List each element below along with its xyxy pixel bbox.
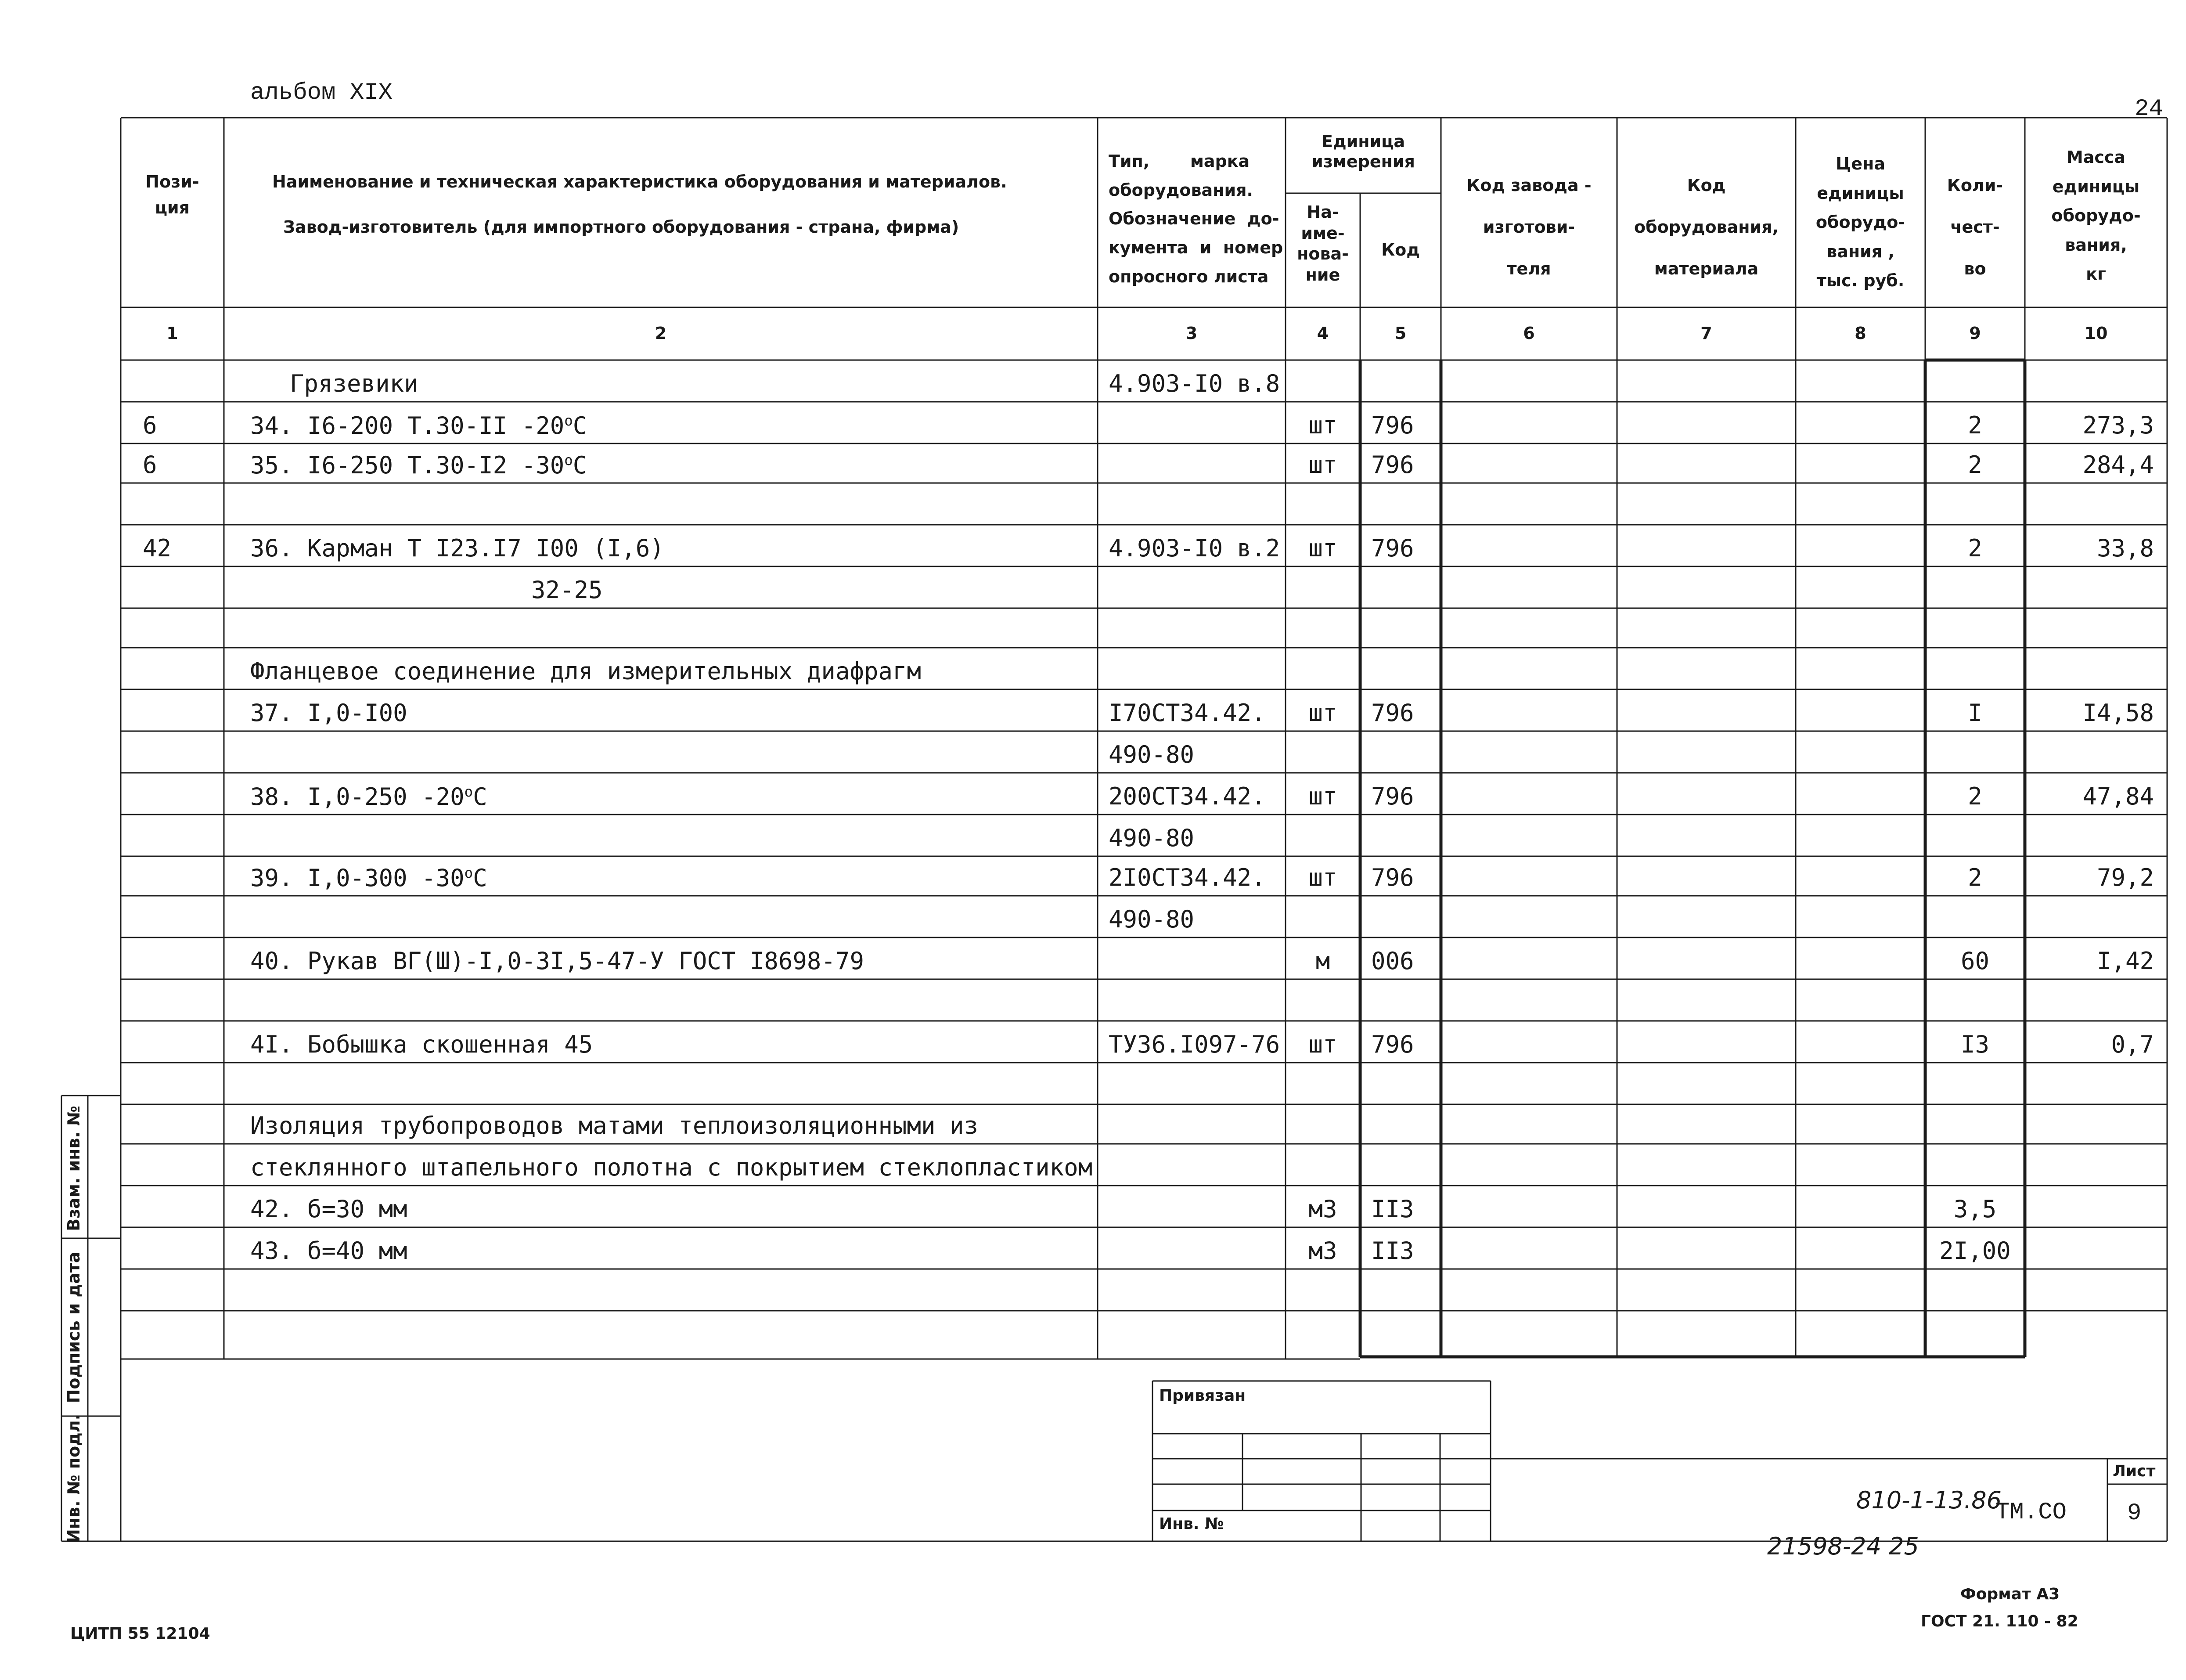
row-2-unit: шт [1308,411,1337,439]
column-number-4: 4 [1317,324,1329,343]
row-21-quantity: 3,5 [1953,1195,1997,1223]
row-17-type: ТУ36.I097-76 [1109,1031,1280,1058]
row-5-name: 36. Карман Т I23.I7 I00 (I,6) [250,534,664,562]
row-5-position: 42 [143,534,172,562]
row-3-position: 6 [143,451,157,479]
row-14-type: 490-80 [1109,905,1195,933]
row-11-quantity: 2 [1968,782,1982,810]
row-5-type: 4.903-I0 в.2 [1109,534,1280,562]
row-15-mass: I,42 [2096,947,2154,975]
row-13-quantity: 2 [1968,864,1982,891]
side-label-podpis: Подпись и дата [64,1251,83,1403]
row-17-quantity: I3 [1960,1031,1990,1058]
row-9-unit: шт [1308,699,1337,727]
stamp-list-number: 9 [2127,1500,2142,1527]
row-10-type: 490-80 [1109,741,1195,768]
row-13-name: 39. I,0-300 -30$^o$C [250,864,487,892]
row-17-code: 796 [1371,1031,1414,1058]
row-3-mass: 284,4 [2082,451,2154,479]
row-6-name: 32-25 [531,576,603,604]
row-22-quantity: 2I,00 [1939,1237,2011,1265]
stamp-doc-code-typed: ТМ.СО [1995,1499,2067,1526]
row-9-code: 796 [1371,699,1414,727]
row-5-unit: шт [1308,534,1337,562]
stamp-inv-no: Инв. № [1159,1515,1224,1533]
header-unit-group: Единица измерения [1311,132,1415,171]
header-col-5: Код [1381,240,1420,260]
footer-citp: ЦИТП 55 12104 [70,1625,210,1643]
row-9-name: 37. I,0-I00 [250,699,407,727]
footer-format: Формат А3 [1960,1585,2060,1603]
row-13-unit: шт [1308,864,1337,891]
row-3-unit: шт [1308,451,1337,479]
row-15-quantity: 60 [1960,947,1990,975]
row-5-quantity: 2 [1968,534,1982,562]
row-17-mass: 0,7 [2111,1031,2154,1058]
row-21-name: 42. б=30 мм [250,1195,407,1223]
header-col-9: Коли- чест- во [1947,176,2003,278]
handwritten-number: 21598-24 25 [1767,1532,1919,1560]
header-col-10: Масса единицы оборудо- вания, кг [2051,148,2141,284]
row-5-mass: 33,8 [2096,534,2154,562]
column-number-10: 10 [2084,324,2108,343]
row-21-code: II3 [1371,1195,1414,1223]
header-col-4: На- име- нова- ние [1297,202,1349,285]
column-number-9: 9 [1969,324,1981,343]
row-21-unit: м3 [1308,1195,1337,1223]
header-col-2-line2: Завод-изготовитель (для импортного оборудования - страна, фирма) [283,217,959,237]
row-2-name: 34. I6-200 Т.30-II -20$^o$C [250,412,587,440]
row-11-type: 200CT34.42. [1109,782,1266,810]
header-col-7: Код оборудования, материала [1634,176,1779,278]
row-3-name: 35. I6-250 Т.30-I2 -30$^o$C [250,451,587,479]
row-2-mass: 273,3 [2082,411,2154,439]
album-label: альбом XIX [250,79,393,106]
row-13-code: 796 [1371,864,1414,891]
row-19-name: Изоляция трубопроводов матами теплоизоляционными из [250,1112,979,1139]
side-label-inv: Инв. № подл. [64,1413,83,1543]
row-15-unit: м [1315,947,1330,975]
header-col-8: Цена единицы оборудо- вания , тыс. руб. [1815,154,1905,290]
row-20-name: стеклянного штапельного полотна с покрытием стеклопластиком [250,1154,1093,1181]
row-3-quantity: 2 [1968,451,1982,479]
column-number-1: 1 [166,324,178,343]
row-1-name: Грязевики [290,370,418,397]
row-9-quantity: I [1968,699,1982,727]
row-11-code: 796 [1371,782,1414,810]
column-number-8: 8 [1855,324,1866,343]
column-number-2: 2 [655,324,667,343]
row-9-mass: I4,58 [2082,699,2154,727]
column-number-5: 5 [1394,324,1407,343]
side-label-vzam: Взам. инв. № [64,1106,83,1231]
row-22-name: 43. б=40 мм [250,1237,407,1265]
column-number-6: 6 [1523,324,1535,343]
row-8-name: Фланцевое соединение для измерительных диафрагм [250,657,922,685]
row-17-unit: шт [1308,1031,1337,1058]
row-13-type: 2I0CT34.42. [1109,864,1266,891]
row-2-position: 6 [143,411,157,439]
header-col-2-line1: Наименование и техническая характеристика оборудования и материалов. [272,172,1007,191]
stamp-doc-code-handwritten: 810-1-13.86 [1856,1486,2002,1514]
row-2-quantity: 2 [1968,411,1982,439]
row-11-mass: 47,84 [2082,782,2154,810]
header-col-6: Код завода - изготови- теля [1466,176,1592,278]
header-col-1: Пози- ция [145,172,199,217]
row-22-code: II3 [1371,1237,1414,1265]
stamp-privyazan: Привязан [1159,1387,1246,1405]
footer-gost: ГОСТ 21. 110 - 82 [1921,1612,2078,1630]
row-3-code: 796 [1371,451,1414,479]
row-11-unit: шт [1308,782,1337,810]
row-13-mass: 79,2 [2096,864,2154,891]
row-22-unit: м3 [1308,1237,1337,1265]
row-1-type: 4.903-I0 в.8 [1109,370,1280,397]
row-15-code: 006 [1371,947,1414,975]
row-17-name: 4I. Бобышка скошенная 45 [250,1031,593,1058]
row-9-type: I70CT34.42. [1109,699,1266,727]
stamp-list-label: Лист [2113,1462,2156,1480]
row-11-name: 38. I,0-250 -20$^o$C [250,783,487,811]
column-number-3: 3 [1185,324,1198,343]
header-col-3: Тип, марка оборудования. Обозначение до- кумента и номер опросного листа [1109,151,1283,286]
row-2-code: 796 [1371,411,1414,439]
page-number: 24 [2135,96,2163,123]
row-15-name: 40. Рукав ВГ(Ш)-I,0-3I,5-47-У ГОСТ I8698-79 [250,947,864,975]
row-12-type: 490-80 [1109,824,1195,852]
column-number-7: 7 [1700,324,1712,343]
row-5-code: 796 [1371,534,1414,562]
